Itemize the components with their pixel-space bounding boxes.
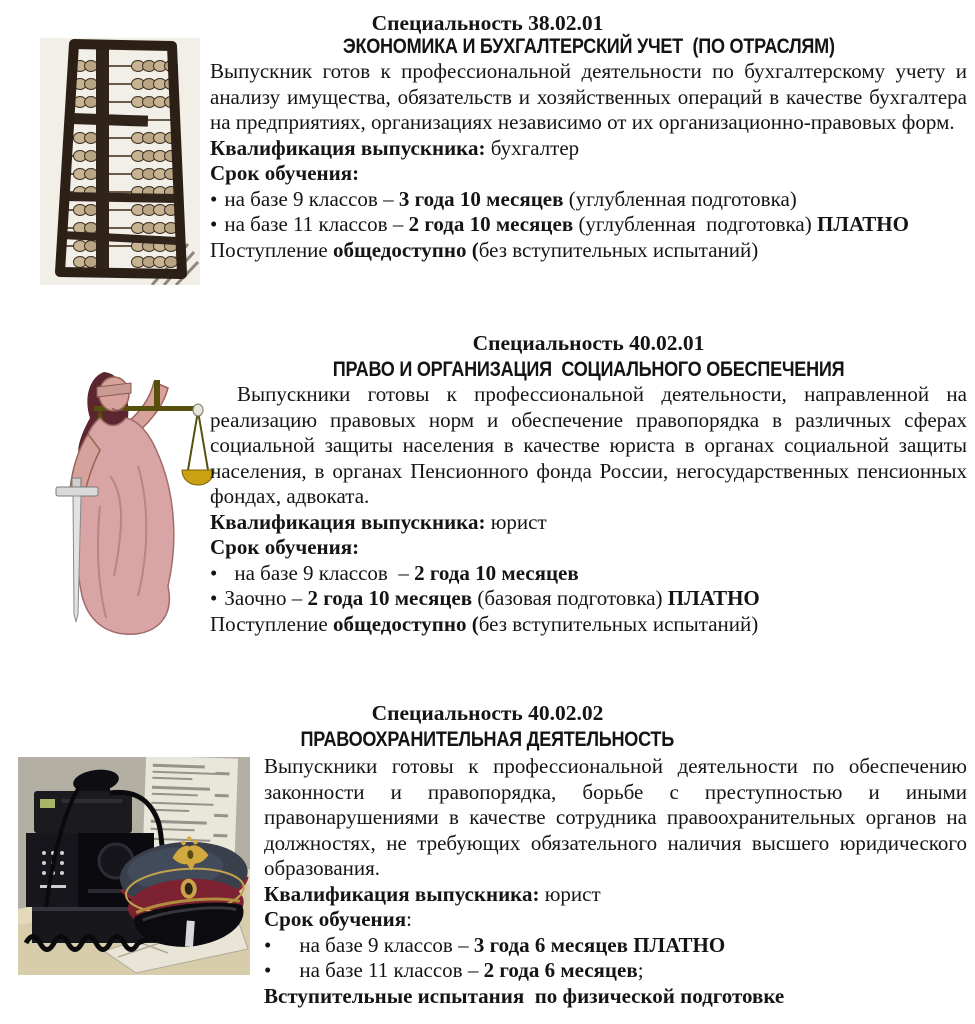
study-option-line: • на базе 9 классов – 3 года 10 месяцев (углубленная подготовка): [210, 186, 797, 211]
admission-line: Поступление общедоступно (без вступительных испытаний): [210, 611, 759, 636]
qualification-line: Квалификация выпускника: юрист: [264, 881, 601, 906]
duration-heading: Срок обучения:: [210, 161, 360, 185]
specialty-name-heading-2: ПРАВО И ОРГАНИЗАЦИЯ СОЦИАЛЬНОГО ОБЕСПЕЧЕНИЯ: [332, 357, 845, 381]
duration-heading: Срок обучения:: [210, 535, 360, 559]
police-cap-and-radio-image: [18, 757, 250, 975]
bullet-icon: •: [264, 958, 272, 982]
specialty-text-2: [210, 330, 967, 637]
specialty-description: Выпускники готовы к профессиональной деятельности по обеспечению законности и правопорядка, борьбе с преступностью и иными правонарушениями в качестве сотрудника правоохранительных органов на должностях, не требующих обязательного наличия высшего юридического образования.: [264, 754, 967, 880]
specialty-code-heading-1: Специальность 38.02.01: [371, 11, 604, 35]
bullet-icon: •: [210, 212, 218, 236]
admission-line: Поступление общедоступно (без вступительных испытаний): [210, 237, 759, 262]
qualification-line: Квалификация выпускника: юрист: [210, 509, 547, 534]
study-option-line: • на базе 9 классов – 3 года 6 месяцев ПЛАТНО: [264, 932, 726, 957]
bullet-icon: •: [264, 932, 272, 957]
specialty-description: Выпускник готов к профессиональной деятельности по бухгалтерскому учету и анализу имущества, обязательств и хозяйственных операций в качестве бухгалтера на предприятиях, организациях независимо от их организационно-правовых форм.: [210, 59, 967, 134]
study-option-line: • на базе 11 классов – 2 года 10 месяцев (углубленная подготовка) ПЛАТНО: [210, 212, 909, 236]
specialty-name-heading-1: ЭКОНОМИКА И БУХГАЛТЕРСКИЙ УЧЕТ (ПО ОТРАСЛЯМ): [342, 34, 835, 58]
study-option-line: • Заочно – 2 года 10 месяцев (базовая подготовка) ПЛАТНО: [210, 586, 760, 610]
study-option-line: • на базе 11 классов – 2 года 6 месяцев;: [264, 958, 644, 982]
entrance-exam-line: Вступительные испытания по физической подготовке: [264, 983, 785, 1008]
specialty-text-3: [264, 754, 967, 1009]
bullet-icon: •: [210, 586, 218, 610]
abacus-image: [40, 38, 200, 285]
bullet-icon: •: [210, 186, 218, 211]
specialty-code-heading-2: Специальность 40.02.01: [472, 331, 705, 355]
specialty-text-1: [210, 33, 967, 263]
duration-heading: Срок обучения:: [264, 907, 412, 931]
bullet-icon: •: [210, 560, 218, 585]
lady-justice-image: [30, 356, 218, 640]
specialty-description: Выпускники готовы к профессиональной деятельности, направленной на реализацию правовых норм и обеспечение правопорядка в различных сферах социальной защиты населения в качестве юриста в органах социальной защиты населения, в органах Пенсионного фонда России, негосударственных пенсионных фондах, адвоката.: [210, 382, 967, 508]
qualification-line: Квалификация выпускника: бухгалтер: [210, 135, 580, 160]
specialty-code-heading-3: Специальность 40.02.02: [371, 701, 604, 725]
specialty-name-heading-3: ПРАВООХРАНИТЕЛЬНАЯ ДЕЯТЕЛЬНОСТЬ: [300, 727, 675, 751]
specialty-headings-3: [0, 700, 975, 755]
study-option-line: • на базе 9 классов – 2 года 10 месяцев: [210, 560, 579, 585]
